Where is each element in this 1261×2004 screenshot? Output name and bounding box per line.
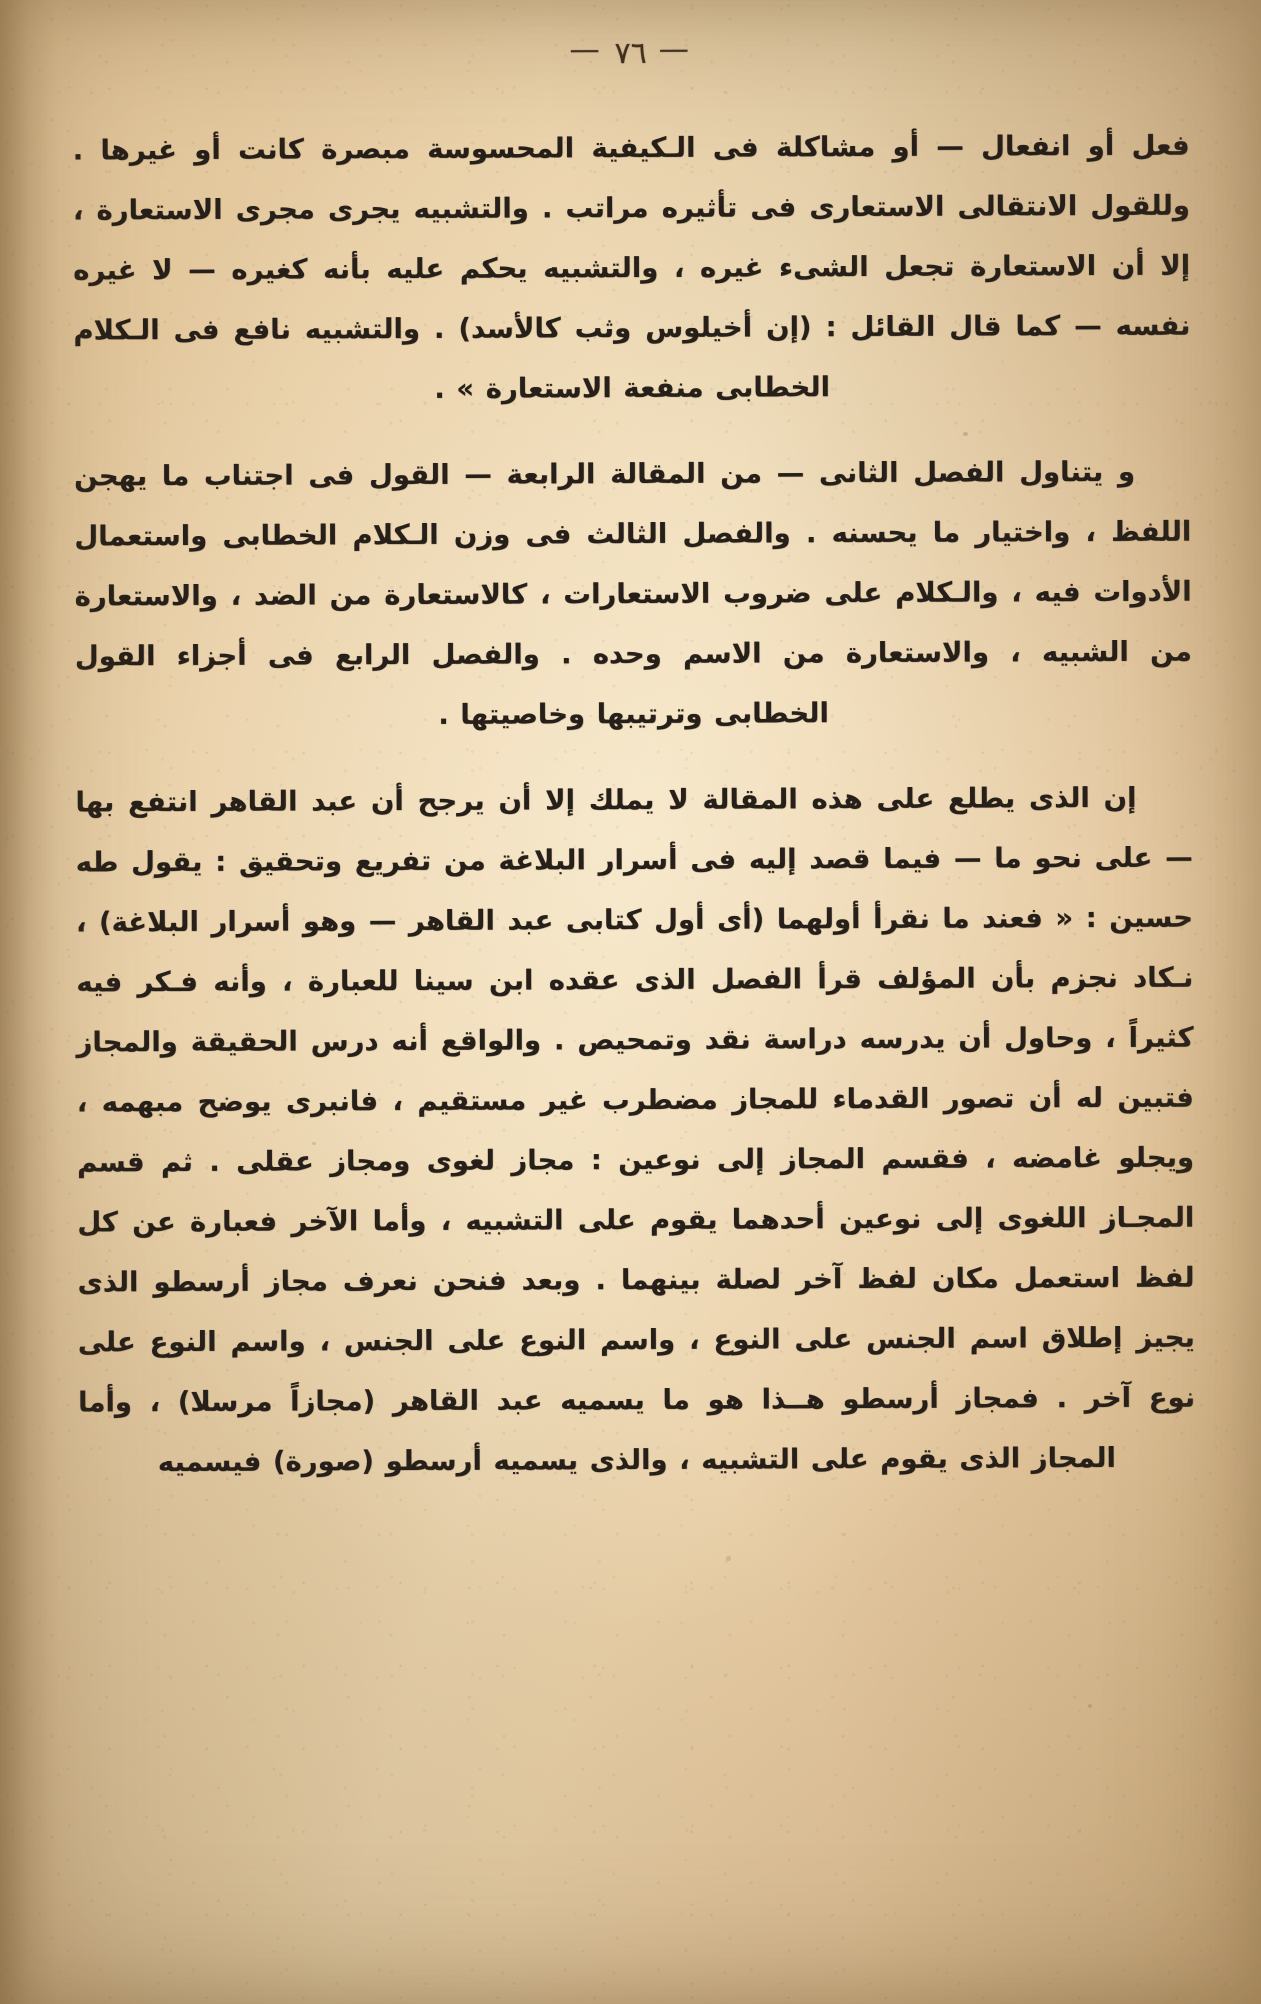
paper-speck — [726, 1556, 731, 1561]
paper-speck — [1088, 1704, 1092, 1708]
paragraph-2: و يتناول الفصل الثانى — من المقالة الرابعة — القول فى اجتناب ما يهجن اللفظ ، واختيار ما يحسنه . والفصل الثالث فى وزن الـكلام الخطابى واستعمال الأدوات فيه ، والـكلام على ضروب الاستعارات ، كالاستعارة من الضد ، والاستعارة من الشبيه ، والاستعارة من الاسم وحده . والفصل الرابع فى أجزاء القول الخطابى وترتيبها وخاصيتها . — [74, 455, 1192, 731]
page-gutter-shadow — [0, 0, 58, 2004]
page-folio — [0, 33, 1261, 74]
folio-dash-right: — — [569, 32, 603, 68]
paragraph-3: إن الذى يطلع على هذه المقالة لا يملك إلا أن يرجح أن عبد القاهر انتفع بها — على نحو ما — فيما قصد إليه فى أسرار البلاغة من تفريع وتحقيق : يقول طه حسين : « فعند ما نقرأ أولهما (أى أول كتابى عبد القاهر — وهو أسرار البلاغة) ، نـكاد نجزم بأن المؤلف قرأ الفصل الذى عقده ابن سينا للعبارة ، وأنه فـكر فيه كثيراً ، وحاول أن يدرسه دراسة نقد وتمحيص . والواقع أنه درس الحقيقة والمجاز فتبين له أن تصور القدماء للمجاز مضطرب غير مستقيم ، فانبرى يوضح مبهمه ، ويجلو غامضه ، فقسم المجاز إلى نوعين : مجاز لغوى ومجاز عقلى . ثم قسم المجـاز اللغوى إلى نوعين أحدهما يقوم على التشبيه ، وأما الآخر فعبارة عن كل لفظ استعمل مكان لفظ آخر لصلة بينهما . وبعد فنحن نعرف مجاز أرسطو الذى يجيز إطلاق اسم الجنس على النوع ، واسم النوع على الجنس ، واسم النوع على نوع آخر . فمجاز أرسطو هــذا هو ما يسميه عبد القاهر (مجازاً مرسلا) ، وأما المجاز الذى يقوم على التشبيه ، والذى يسميه أرسطو (صورة) فيسميه — [75, 781, 1196, 1479]
folio-dash-left: — — [658, 31, 692, 67]
page-body-text — [73, 116, 1196, 1493]
page-number: ٧٦ — [614, 35, 647, 72]
paragraph-1: فعل أو انفعال — أو مشاكلة فى الـكيفية المحسوسة مبصرة كانت أو غيرها . وللقول الانتقالى الاستعارى فى تأثيره مراتب . والتشبيه يجرى مجرى الاستعارة ، إلا أن الاستعارة تجعل الشىء غيره ، والتشبيه يحكم عليه بأنه كغيره — لا غيره نفسه — كما قال القائل : (إن أخيلوس وثب كالأسد) . والتشبيه نافع فى الـكلام الخطابى منفعة الاستعارة » . — [72, 129, 1191, 405]
